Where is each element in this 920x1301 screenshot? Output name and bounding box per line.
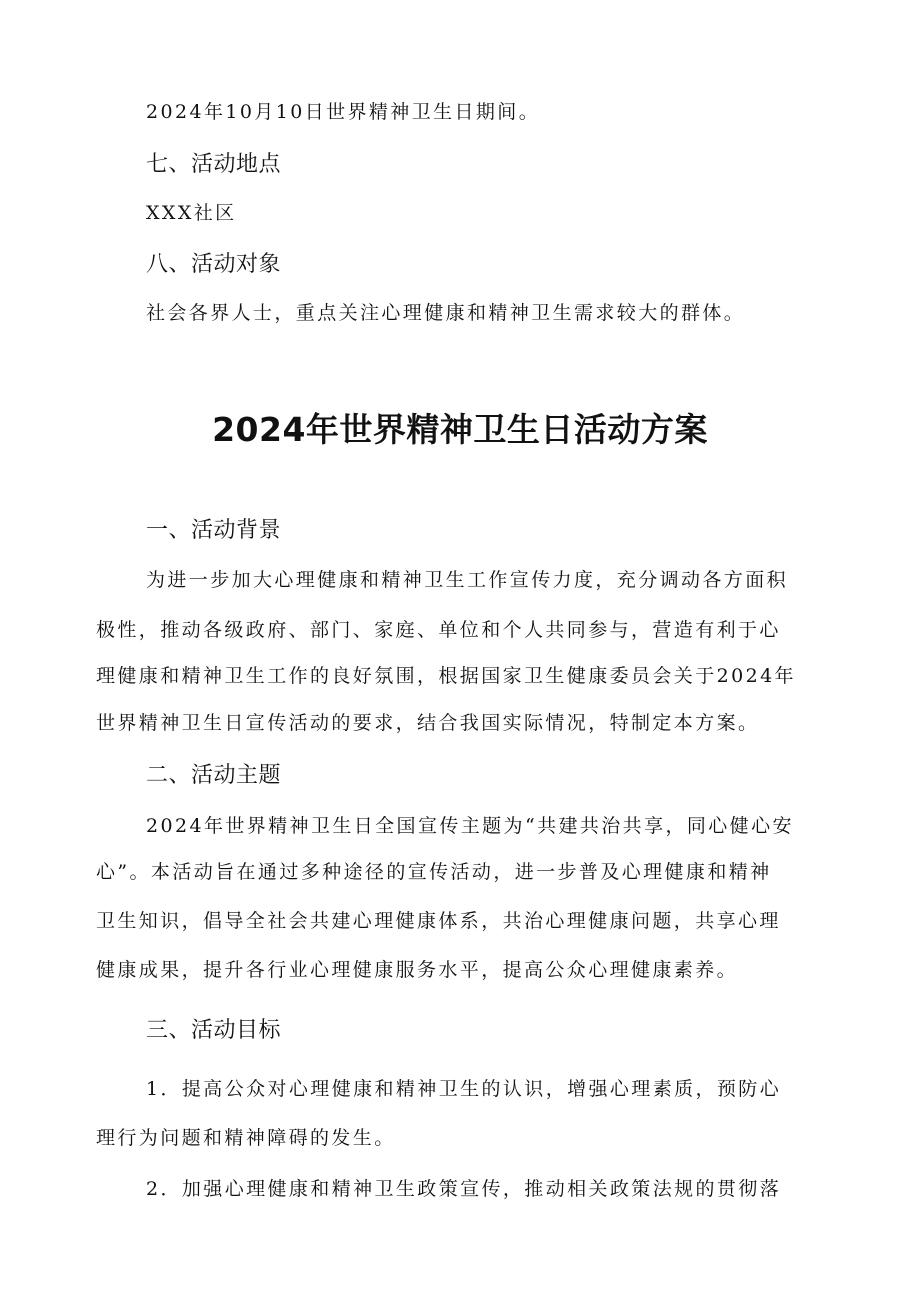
background-line-1: 为进一步加大心理健康和精神卫生工作宣传力度，充分调动各方面积 bbox=[146, 569, 789, 591]
background-line-4: 世界精神卫生日宣传活动的要求，结合我国实际情况，特制定本方案。 bbox=[96, 712, 760, 734]
goals-heading: 三、活动目标 bbox=[146, 1018, 282, 1043]
theme-line-2: 心”。本活动旨在通过多种途径的宣传活动，进一步普及心理健康和精神 bbox=[96, 861, 772, 883]
activity-period-text: 2024年10月10日世界精神卫生日期间。 bbox=[146, 101, 541, 123]
theme-line-1: 2024年世界精神卫生日全国宣传主题为“共建共治共享，同心健心安 bbox=[146, 815, 794, 837]
theme-line-4: 健康成果，提升各行业心理健康服务水平，提高公众心理健康素养。 bbox=[96, 959, 739, 981]
location-heading: 七、活动地点 bbox=[146, 152, 282, 177]
goal-2-line-1: 2．加强心理健康和精神卫生政策宣传，推动相关政策法规的贯彻落 bbox=[146, 1178, 782, 1200]
theme-line-3: 卫生知识，倡导全社会共建心理健康体系，共治心理健康问题，共享心理 bbox=[96, 910, 781, 932]
background-line-2: 极性，推动各级政府、部门、家庭、单位和个人共同参与，营造有利于心 bbox=[96, 619, 781, 641]
audience-heading: 八、活动对象 bbox=[146, 252, 282, 277]
theme-heading: 二、活动主题 bbox=[146, 763, 282, 788]
goal-1-line-2: 理行为问题和精神障碍的发生。 bbox=[96, 1127, 396, 1149]
location-text: XXX社区 bbox=[146, 202, 237, 224]
goal-1-line-1: 1．提高公众对心理健康和精神卫生的认识，增强心理素质，预防心 bbox=[146, 1078, 782, 1100]
background-line-3: 理健康和精神卫生工作的良好氛围，根据国家卫生健康委员会关于2024年 bbox=[96, 665, 796, 687]
background-heading: 一、活动背景 bbox=[146, 518, 282, 543]
document-title: 2024年世界精神卫生日活动方案 bbox=[212, 410, 708, 449]
audience-text: 社会各界人士，重点关注心理健康和精神卫生需求较大的群体。 bbox=[146, 302, 746, 324]
